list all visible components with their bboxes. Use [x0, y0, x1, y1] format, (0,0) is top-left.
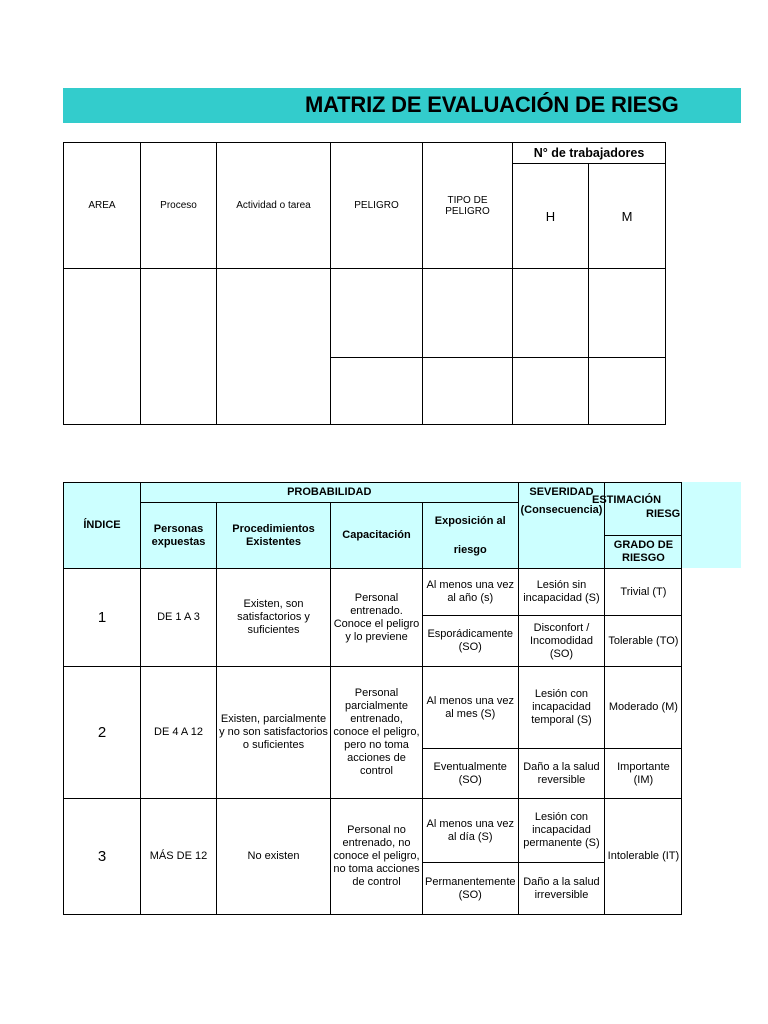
- indice-3: 3: [64, 799, 141, 915]
- capacitacion-3: Personal no entrenado, no conoce el peligro, no toma acciones de control: [331, 799, 423, 915]
- personas-2: DE 4 A 12: [141, 667, 217, 799]
- criteria-table: [63, 482, 682, 915]
- header-m: M: [589, 164, 666, 269]
- procedimientos-3: No existen: [217, 799, 331, 915]
- severidad-1a: Lesión sin incapacidad (S): [518, 569, 605, 616]
- page-title: MATRIZ DE EVALUACIÓN DE RIESG: [305, 92, 679, 117]
- grado-2b: Importante (IM): [605, 749, 682, 799]
- grado-1a: Trivial (T): [605, 569, 682, 616]
- cell-area[interactable]: [64, 269, 141, 425]
- riesgo-label: riesgo: [453, 543, 487, 556]
- grado-1b: Tolerable (TO): [605, 616, 682, 667]
- exposicion-1b: Esporádicamente (SO): [423, 616, 519, 667]
- procedimientos-2: Existen, parcialmente y no son satisfactorios o suficientes: [217, 667, 331, 799]
- severidad-3a: Lesión con incapacidad permanente (S): [518, 799, 605, 863]
- grado-3: Intolerable (IT): [605, 799, 682, 915]
- header-area: AREA: [64, 143, 141, 269]
- exposicion-1a: Al menos una vez al año (s): [423, 569, 519, 616]
- procedimientos-1: Existen, son satisfactorios y suficientes: [217, 569, 331, 667]
- exposicion-label: Exposición al: [434, 514, 506, 527]
- personas-1: DE 1 A 3: [141, 569, 217, 667]
- cell-actividad[interactable]: [217, 269, 331, 425]
- header-trabajadores: N° de trabajadores: [513, 143, 666, 164]
- header-exposicion: [423, 503, 519, 569]
- severidad-2b: Daño a la salud reversible: [518, 749, 605, 799]
- indice-2: 2: [64, 667, 141, 799]
- estimacion-label: ESTIMACIÓN: [592, 494, 662, 506]
- cell-h-2[interactable]: [513, 358, 589, 425]
- header-severidad: [518, 483, 605, 569]
- header-proceso: Proceso: [141, 143, 217, 269]
- cell-tipo-1[interactable]: [423, 269, 513, 358]
- cell-peligro-1[interactable]: [331, 269, 423, 358]
- title-banner: [63, 88, 741, 123]
- cell-tipo-2[interactable]: [423, 358, 513, 425]
- header-indice: ÍNDICE: [64, 483, 141, 569]
- header-procedimientos: Procedimientos Existentes: [217, 503, 331, 569]
- cell-peligro-2[interactable]: [331, 358, 423, 425]
- grado-2a: Moderado (M): [605, 667, 682, 749]
- header-estimacion: [605, 483, 682, 536]
- severidad-label: SEVERIDAD: [529, 486, 594, 498]
- exposicion-3a: Al menos una vez al día (S): [423, 799, 519, 863]
- header-probabilidad: PROBABILIDAD: [141, 483, 519, 503]
- header-personas: Personas expuestas: [141, 503, 217, 569]
- severidad-1b: Disconfort / Incomodidad (SO): [518, 616, 605, 667]
- risk-matrix-table: [63, 142, 666, 425]
- header-actividad: Actividad o tarea: [217, 143, 331, 269]
- cell-h-1[interactable]: [513, 269, 589, 358]
- header-h: H: [513, 164, 589, 269]
- exposicion-2a: Al menos una vez al mes (S): [423, 667, 519, 749]
- header-peligro: PELIGRO: [331, 143, 423, 269]
- cell-proceso[interactable]: [141, 269, 217, 425]
- exposicion-3b: Permanentemente (SO): [423, 863, 519, 915]
- indice-1: 1: [64, 569, 141, 667]
- personas-3: MÁS DE 12: [141, 799, 217, 915]
- severidad-2a: Lesión con incapacidad temporal (S): [518, 667, 605, 749]
- capacitacion-1: Personal entrenado. Conoce el peligro y lo previene: [331, 569, 423, 667]
- capacitacion-2: Personal parcialmente entrenado, conoce el peligro, pero no toma acciones de control: [331, 667, 423, 799]
- cell-m-2[interactable]: [589, 358, 666, 425]
- exposicion-2b: Eventualmente (SO): [423, 749, 519, 799]
- riesgo-header-label: RIESG: [646, 508, 681, 520]
- cell-m-1[interactable]: [589, 269, 666, 358]
- header-grado: GRADO DE RIESGO: [605, 536, 682, 569]
- severidad-3b: Daño a la salud irreversible: [518, 863, 605, 915]
- header-tipo-peligro: TIPO DE PELIGRO: [423, 143, 513, 269]
- consecuencia-label: (Consecuencia): [520, 504, 603, 516]
- header-capacitacion: Capacitación: [331, 503, 423, 569]
